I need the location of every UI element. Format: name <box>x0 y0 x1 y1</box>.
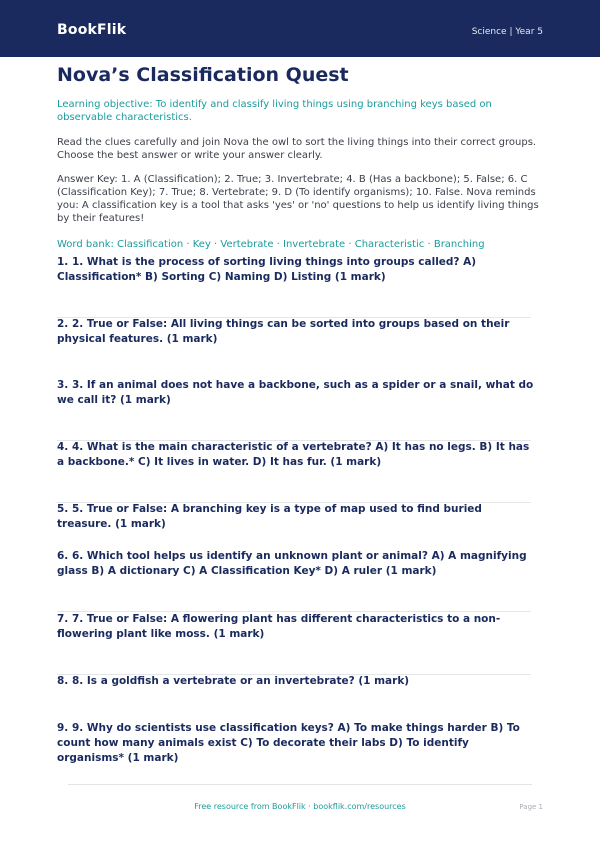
question-8: 8. 8. Is a goldfish a vertebrate or an invertebrate? (1 mark) <box>57 675 410 687</box>
question-1: 1. 1. What is the process of sorting living things into groups called? A) Classification* B) Sorting C) Naming D) Listing (1 mark) <box>57 256 477 283</box>
question-3: 3. 3. If an animal does not have a backbone, such as a spider or a snail, what do we call it? (1 mark) <box>57 379 534 406</box>
footer-divider <box>68 784 532 785</box>
instructions: Read the clues carefully and join Nova the owl to sort the living things into their correct groups. Choose the best answer or write your answer clearly. <box>57 137 537 161</box>
subject-year-label: Science | Year 5 <box>471 27 543 37</box>
learning-objective: Learning objective: To identify and classify living things using branching keys based on observable characteristics. <box>57 99 492 123</box>
brand-logo: BookFlik <box>57 22 127 38</box>
question-9: 9. 9. Why do scientists use classification keys? A) To make things harder B) To count how many animals exist C) To decorate their labs D) To identify organisms* (1 mark) <box>57 722 520 764</box>
page-number: Page 1 <box>519 803 543 811</box>
page-header <box>0 0 600 57</box>
question-6: 6. 6. Which tool helps us identify an unknown plant or animal? A) A magnifying glass B) A dictionary C) A Classification Key* D) A ruler (1 mark) <box>57 550 527 577</box>
question-4: 4. 4. What is the main characteristic of a vertebrate? A) It has no legs. B) It has a backbone.* C) It lives in water. D) It has fur. (1 mark) <box>57 441 530 468</box>
footer-credit: Free resource from BookFlik · bookflik.com/resources <box>194 802 406 811</box>
answer-key: Answer Key: 1. A (Classification); 2. True; 3. Invertebrate; 4. B (Has a backbone); 5. False; 6. C (Classification Key); 7. True; 8. Vertebrate; 9. D (To identify organisms); 10. False. Nova reminds you: A classification key is a tool that asks 'yes' or 'no' questions to help us identify living things by their features! <box>57 174 539 224</box>
word-bank: Word bank: Classification · Key · Vertebrate · Invertebrate · Characteristic · Branching <box>57 239 485 250</box>
intro-section <box>57 98 543 251</box>
worksheet-title: Nova’s Classification Quest <box>57 64 349 86</box>
question-5: 5. 5. True or False: A branching key is a type of map used to find buried treasure. (1 mark) <box>57 503 482 530</box>
question-2: 2. 2. True or False: All living things can be sorted into groups based on their physical features. (1 mark) <box>57 318 510 345</box>
question-7: 7. 7. True or False: A flowering plant has different characteristics to a non-flowering plant like moss. (1 mark) <box>57 613 501 640</box>
